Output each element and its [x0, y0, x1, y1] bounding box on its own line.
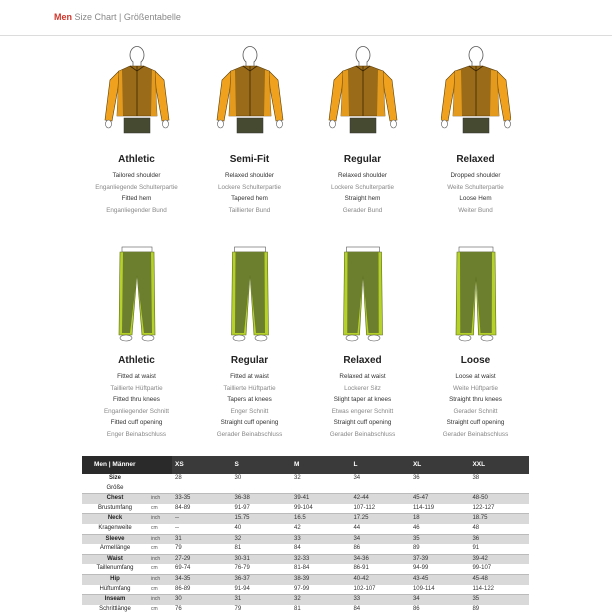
table-cell: 34 [350, 534, 409, 544]
table-cell: 97-99 [291, 585, 350, 595]
table-cell: 32-33 [291, 554, 350, 564]
table-cell: 40 [232, 524, 291, 534]
table-cell: 32 [232, 534, 291, 544]
table-cell: 109-114 [410, 585, 469, 595]
fit-feature-de: Gerader Beinabschluss [329, 430, 396, 438]
fit-description [330, 371, 395, 440]
table-cell: 34-35 [172, 575, 231, 585]
page-header [0, 0, 612, 36]
size-chart-table [82, 456, 529, 612]
row-label-de: Hüftumfang [82, 585, 148, 595]
fit-feature-en: Slight taper at knees [333, 396, 392, 403]
fit-feature-en: Relaxed at waist [339, 373, 386, 380]
table-row [82, 605, 529, 612]
table-cell: 122-127 [469, 504, 529, 514]
row-label-de: Größe [82, 484, 148, 494]
fit-description [443, 371, 508, 440]
table-cell: 34 [350, 474, 409, 484]
bottom-fit-card [80, 245, 193, 440]
fit-feature-de: Taillierte Hüftpartie [223, 384, 276, 392]
jacket-figure [441, 44, 511, 144]
table-cell [172, 484, 231, 494]
fit-feature-en: Straight cuff opening [333, 419, 392, 426]
fit-feature-de: Lockere Schulterpartie [330, 183, 394, 191]
table-cell: 114-119 [410, 504, 469, 514]
fit-feature-de: Enger Beinabschluss [106, 430, 167, 438]
table-cell: 31 [172, 534, 231, 544]
fit-feature-en: Straight hem [344, 195, 381, 202]
table-cell: 33 [350, 595, 409, 605]
row-label-de: Kragenweite [82, 524, 148, 534]
table-cell: 30-31 [232, 554, 291, 564]
table-row [82, 575, 529, 585]
fit-name: Athletic [118, 355, 155, 366]
fit-description [104, 371, 169, 440]
table-cell: -- [172, 514, 231, 524]
pants-loose-icon [436, 245, 516, 345]
fit-feature-de: Lockerer Sitz [344, 384, 381, 392]
table-row [82, 524, 529, 534]
fit-description [217, 371, 282, 440]
table-row [82, 585, 529, 595]
table-cell: 35 [410, 534, 469, 544]
table-cell: 36 [410, 474, 469, 484]
unit-cell: cm [148, 585, 172, 595]
size-column-header: L [350, 456, 409, 474]
row-label-de: Ärmellänge [82, 544, 148, 554]
pants-figure [112, 245, 162, 345]
pants-regular-icon [210, 245, 290, 345]
pants-figure [225, 245, 275, 345]
brand-label: Men [54, 12, 72, 22]
fit-feature-en: Fitted at waist [117, 373, 156, 380]
table-cell: 69-74 [172, 564, 231, 574]
table-cell: 31 [232, 595, 291, 605]
table-cell: 35 [469, 595, 529, 605]
table-cell: 30 [232, 474, 291, 484]
unit-cell: inch [148, 494, 172, 504]
table-cell: 81 [232, 544, 291, 554]
unit-cell: cm [148, 504, 172, 514]
table-cell: 99-104 [291, 504, 350, 514]
unit-cell [148, 484, 172, 494]
table-cell: 36 [469, 534, 529, 544]
fit-feature-de: Etwas engerer Schnitt [331, 407, 394, 415]
table-cell: 28 [172, 474, 231, 484]
table-cell [232, 484, 291, 494]
fit-feature-de: Gerader Schnitt [453, 407, 498, 415]
top-fit-card [306, 44, 419, 216]
fit-feature-en: Relaxed shoulder [224, 172, 274, 179]
table-cell: 102-107 [350, 585, 409, 595]
table-cell: -- [172, 524, 231, 534]
fit-feature-de: Enganliegender Bund [106, 206, 167, 214]
fit-feature-en: Loose at waist [455, 373, 496, 380]
fit-feature-en: Dropped shoulder [450, 172, 501, 179]
table-cell: 48-50 [469, 494, 529, 504]
page-title [54, 12, 181, 22]
table-cell: 91 [469, 544, 529, 554]
table-row [82, 514, 529, 524]
bottom-fit-card [306, 245, 419, 440]
fit-feature-de: Gerader Beinabschluss [442, 430, 509, 438]
table-cell: 45-47 [410, 494, 469, 504]
fit-feature-en: Fitted at waist [230, 373, 269, 380]
table-cell: 40-42 [350, 575, 409, 585]
row-label-en: Hip [82, 575, 148, 585]
table-cell: 79 [172, 544, 231, 554]
fit-feature-en: Straight thru knees [449, 396, 502, 403]
fit-feature-en: Fitted cuff opening [110, 419, 163, 426]
table-cell [350, 484, 409, 494]
fit-feature-de: Weiter Bund [458, 206, 493, 214]
table-cell: 76 [172, 605, 231, 612]
table-cell: 36-38 [232, 494, 291, 504]
table-cell: 84 [291, 544, 350, 554]
fit-feature-de: Gerader Beinabschluss [216, 430, 283, 438]
table-cell: 39-42 [469, 554, 529, 564]
table-row [82, 534, 529, 544]
fit-feature-de: Gerader Bund [342, 206, 383, 214]
table-cell: 91-94 [232, 585, 291, 595]
fit-feature-en: Straight cuff opening [220, 419, 279, 426]
fit-name: Loose [460, 355, 491, 366]
fit-name: Relaxed [343, 355, 382, 366]
size-column-header: XXL [469, 456, 529, 474]
table-row [82, 474, 529, 484]
table-cell: 39-41 [291, 494, 350, 504]
unit-cell: inch [148, 554, 172, 564]
fit-feature-de: Taillierter Bund [228, 206, 271, 214]
fit-description [331, 170, 394, 216]
unit-cell: inch [148, 595, 172, 605]
table-cell: 86-91 [350, 564, 409, 574]
unit-cell: cm [148, 605, 172, 612]
top-fit-card [193, 44, 306, 216]
table-cell: 34 [410, 595, 469, 605]
table-cell: 86 [350, 544, 409, 554]
table-row [82, 564, 529, 574]
table-cell [469, 484, 529, 494]
unit-cell: inch [148, 514, 172, 524]
table-cell: 44 [350, 524, 409, 534]
table-cell: 32 [291, 595, 350, 605]
table-cell: 15.75 [232, 514, 291, 524]
table-cell: 84-89 [172, 504, 231, 514]
table-cell: 107-112 [350, 504, 409, 514]
table-cell: 89 [469, 605, 529, 612]
pants-athletic-icon [97, 245, 177, 345]
table-row [82, 554, 529, 564]
fit-name: Relaxed [456, 154, 495, 165]
table-cell: 81 [291, 605, 350, 612]
bottom-fit-card [193, 245, 306, 440]
jacket-semi-fit-icon [210, 44, 290, 144]
fit-description [447, 170, 504, 216]
fit-feature-de: Enganliegender Schnitt [103, 407, 170, 415]
bottom-fit-card [419, 245, 532, 440]
table-cell: 99-107 [469, 564, 529, 574]
table-cell: 86-89 [172, 585, 231, 595]
table-cell: 43-45 [410, 575, 469, 585]
table-cell: 81-84 [291, 564, 350, 574]
table-row [82, 484, 529, 494]
table-cell: 79 [232, 605, 291, 612]
table-cell [291, 484, 350, 494]
fit-feature-en: Tailored shoulder [112, 172, 161, 179]
table-cell: 114-122 [469, 585, 529, 595]
fit-name: Regular [230, 355, 269, 366]
row-label-en: Neck [82, 514, 148, 524]
size-column-header: XS [172, 456, 231, 474]
fit-feature-en: Tapers at knees [227, 396, 272, 403]
fit-feature-en: Loose Hem [459, 195, 492, 202]
unit-cell: cm [148, 564, 172, 574]
fit-name: Athletic [118, 154, 155, 165]
table-cell: 86 [410, 605, 469, 612]
fit-description [95, 170, 178, 216]
size-header-row [82, 456, 529, 474]
fit-name: Regular [343, 154, 382, 165]
table-cell: 27-29 [172, 554, 231, 564]
fit-description [218, 170, 281, 216]
row-label-en: Waist [82, 554, 148, 564]
size-column-header: M [291, 456, 350, 474]
table-cell: 91-97 [232, 504, 291, 514]
top-fit-card [419, 44, 532, 216]
fit-feature-de: Enger Schnitt [230, 407, 269, 415]
fit-feature-en: Fitted hem [121, 195, 152, 202]
fit-name: Semi-Fit [229, 154, 270, 165]
table-cell: 16.5 [291, 514, 350, 524]
unit-cell: inch [148, 534, 172, 544]
pants-relaxed-icon [323, 245, 403, 345]
table-cell: 37-39 [410, 554, 469, 564]
size-column-header: XL [410, 456, 469, 474]
jacket-figure [215, 44, 285, 144]
table-cell: 84 [350, 605, 409, 612]
fit-feature-en: Fitted thru knees [113, 396, 160, 403]
jacket-relaxed-icon [436, 44, 516, 144]
table-cell: 30 [172, 595, 231, 605]
table-cell: 38 [469, 474, 529, 484]
tops-fit-row [80, 44, 532, 216]
table-cell: 89 [410, 544, 469, 554]
table-cell: 45-48 [469, 575, 529, 585]
row-label-de: Schrittlänge [82, 605, 148, 612]
fit-feature-de: Weite Hüftpartie [452, 384, 499, 392]
table-cell: 33 [291, 534, 350, 544]
table-row [82, 494, 529, 504]
fit-feature-de: Lockere Schulterpartie [217, 183, 281, 191]
table-cell: 94-99 [410, 564, 469, 574]
table-cell: 36-37 [232, 575, 291, 585]
table-cell: 76-79 [232, 564, 291, 574]
top-fit-card [80, 44, 193, 216]
fit-feature-de: Weite Schulterpartie [447, 183, 504, 191]
row-label-en: Size [82, 474, 148, 484]
jacket-regular-icon [323, 44, 403, 144]
fit-feature-en: Relaxed shoulder [337, 172, 387, 179]
table-cell [410, 484, 469, 494]
table-cell: 18 [410, 514, 469, 524]
jacket-figure [328, 44, 398, 144]
row-label-de: Taillenumfang [82, 564, 148, 574]
table-cell: 38-39 [291, 575, 350, 585]
table-cell: 32 [291, 474, 350, 484]
jacket-figure [102, 44, 172, 144]
unit-cell: inch [148, 575, 172, 585]
table-cell: 17.25 [350, 514, 409, 524]
row-label-en: Sleeve [82, 534, 148, 544]
fit-feature-de: Taillierte Hüftpartie [110, 384, 163, 392]
row-label-de: Brustumfang [82, 504, 148, 514]
jacket-athletic-icon [97, 44, 177, 144]
unit-cell: cm [148, 524, 172, 534]
size-table-body [82, 474, 529, 612]
fit-feature-en: Straight cuff opening [446, 419, 505, 426]
table-row [82, 544, 529, 554]
table-row [82, 504, 529, 514]
fit-feature-en: Tapered hem [231, 195, 268, 202]
title-text: Size Chart | Größentabelle [72, 12, 181, 22]
size-column-header: S [232, 456, 291, 474]
table-row [82, 595, 529, 605]
pants-figure [451, 245, 501, 345]
table-cell: 18.75 [469, 514, 529, 524]
unit-cell: cm [148, 544, 172, 554]
table-cell: 46 [410, 524, 469, 534]
row-label-en: Chest [82, 494, 148, 504]
table-cell: 34-36 [350, 554, 409, 564]
fit-feature-de: Enganliegende Schulterpartie [95, 183, 178, 191]
table-cell: 48 [469, 524, 529, 534]
row-label-en: Inseam [82, 595, 148, 605]
table-corner-label: Men | Männer [82, 456, 172, 474]
table-cell: 42-44 [350, 494, 409, 504]
bottoms-fit-row [80, 245, 532, 440]
pants-figure [338, 245, 388, 345]
table-cell: 42 [291, 524, 350, 534]
unit-cell [148, 474, 172, 484]
table-cell: 33-35 [172, 494, 231, 504]
